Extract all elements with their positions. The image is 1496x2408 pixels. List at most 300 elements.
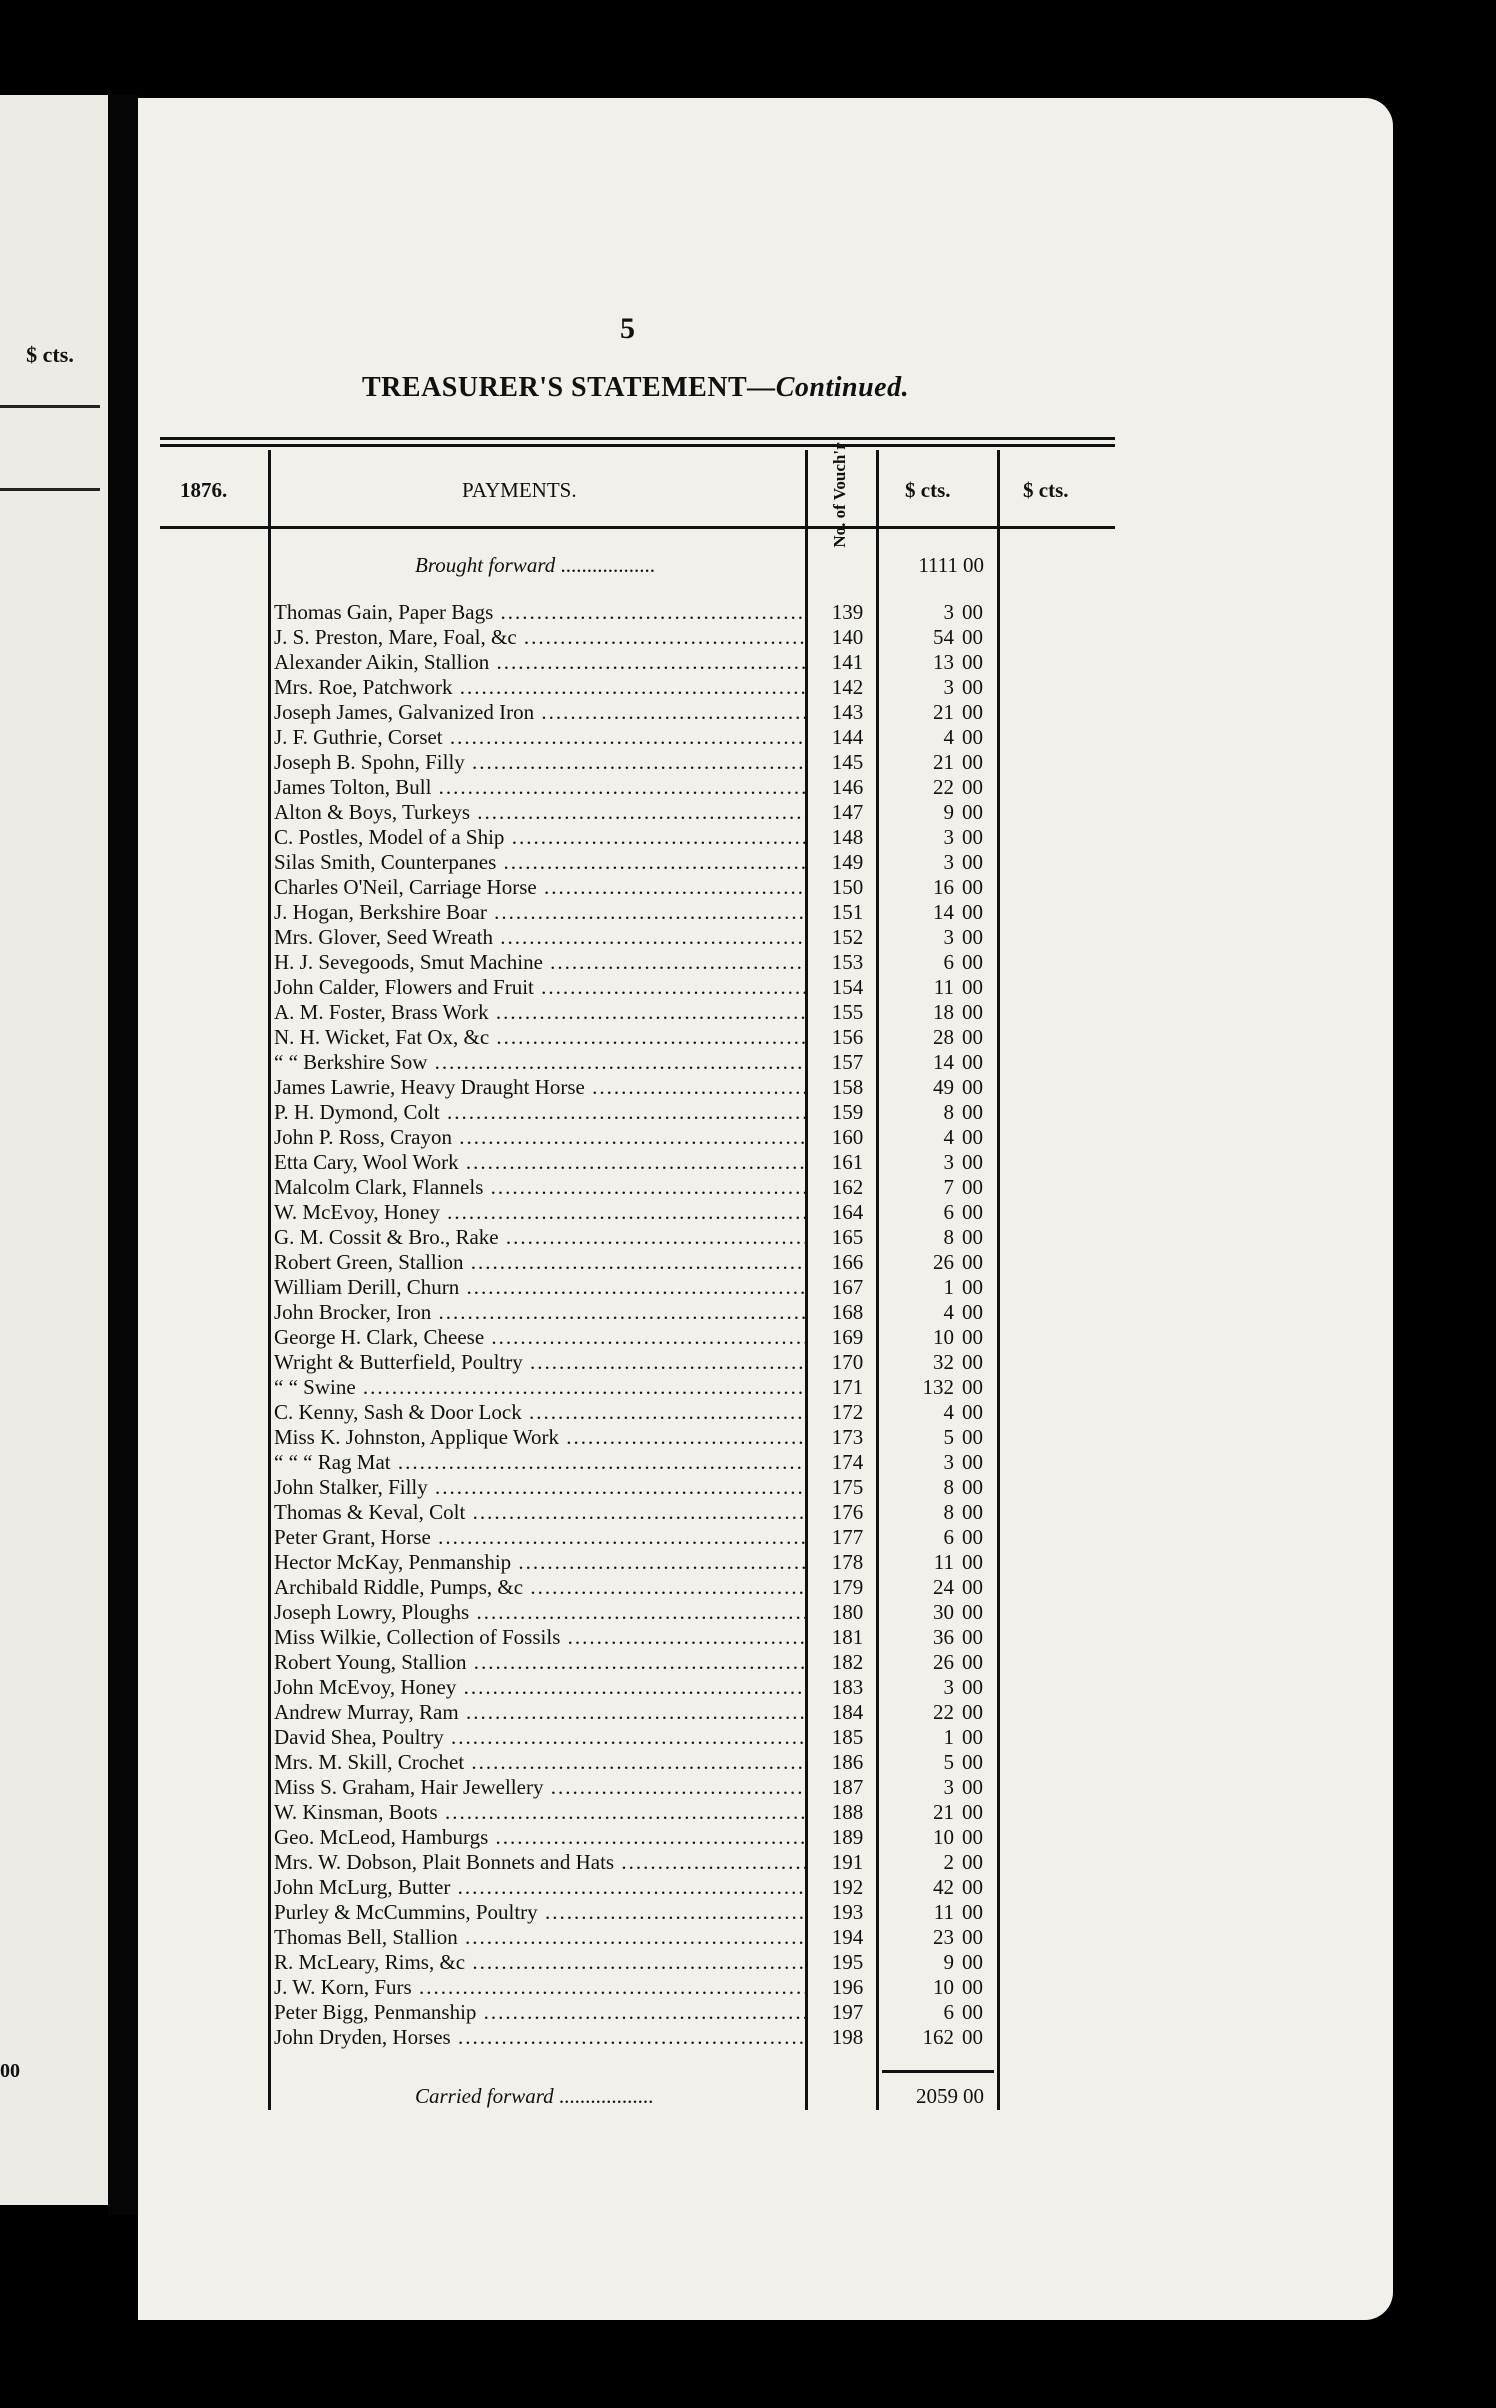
table-row xyxy=(272,1650,1012,1675)
amount-dollars: 11 xyxy=(933,1550,954,1574)
amount-dollars: 3 xyxy=(943,825,954,849)
amount-cents: 00 xyxy=(962,1950,983,1974)
amount-dollars: 49 xyxy=(933,1075,954,1099)
voucher-number: 155 xyxy=(831,1000,864,1024)
table-row xyxy=(272,1675,1012,1700)
payment-description: John Calder, Flowers and Fruit ..... xyxy=(274,975,806,1000)
amount-dollars: 28 xyxy=(933,1025,954,1049)
payment-description: John Dryden, Horses ..... xyxy=(274,2025,806,2050)
amount-cents: 00 xyxy=(962,925,983,949)
voucher-number: 150 xyxy=(831,875,864,899)
payment-description: Robert Green, Stallion ..... xyxy=(274,1250,806,1275)
payments-list xyxy=(272,600,1012,2050)
voucher-number: 141 xyxy=(831,650,864,674)
amount-cents: 00 xyxy=(962,1375,983,1399)
amount-dollars: 21 xyxy=(933,700,954,724)
payment-description: H. J. Sevegoods, Smut Machine ..... xyxy=(274,950,806,975)
amount-dollars: 132 xyxy=(922,1375,954,1399)
table-row xyxy=(272,825,1012,850)
table-row xyxy=(272,1525,1012,1550)
table-row xyxy=(272,1425,1012,1450)
amount-cents: 00 xyxy=(962,1525,983,1549)
table-row xyxy=(272,1475,1012,1500)
carried-forward-label: Carried forward .................. xyxy=(415,2084,654,2108)
page-title xyxy=(362,372,909,404)
payment-description: J. W. Korn, Furs ..... xyxy=(274,1975,806,2000)
table-top-rule-2 xyxy=(160,444,1115,447)
payment-description: John P. Ross, Crayon ..... xyxy=(274,1125,806,1150)
voucher-number: 192 xyxy=(831,1875,864,1899)
table-row xyxy=(272,650,1012,675)
voucher-number: 182 xyxy=(831,1650,864,1674)
table-row xyxy=(272,900,1012,925)
voucher-number: 164 xyxy=(831,1200,864,1224)
voucher-number: 194 xyxy=(831,1925,864,1949)
amount-dollars: 3 xyxy=(943,850,954,874)
payment-description: Mrs. M. Skill, Crochet ..... xyxy=(274,1750,806,1775)
table-row xyxy=(272,1625,1012,1650)
amount-cents: 00 xyxy=(962,775,983,799)
payment-description: G. M. Cossit & Bro., Rake ..... xyxy=(274,1225,806,1250)
page-number: 5 xyxy=(620,312,635,345)
voucher-number: 144 xyxy=(831,725,864,749)
total-rule xyxy=(882,2070,994,2073)
payment-description: Peter Bigg, Penmanship ..... xyxy=(274,2000,806,2025)
amount-dollars: 6 xyxy=(943,2000,954,2024)
voucher-number: 180 xyxy=(831,1600,864,1624)
amount-cents: 00 xyxy=(962,1825,983,1849)
amount-dollars: 54 xyxy=(933,625,954,649)
table-row xyxy=(272,1125,1012,1150)
dollars-header-2: $ cts. xyxy=(1023,478,1069,502)
amount-dollars: 10 xyxy=(933,1825,954,1849)
voucher-number: 189 xyxy=(831,1825,864,1849)
voucher-number: 174 xyxy=(831,1450,864,1474)
table-row xyxy=(272,1500,1012,1525)
voucher-number: 160 xyxy=(831,1125,864,1149)
amount-cents: 00 xyxy=(962,1050,983,1074)
voucher-number: 186 xyxy=(831,1750,864,1774)
payment-description: C. Kenny, Sash & Door Lock ..... xyxy=(274,1400,806,1425)
voucher-number: 146 xyxy=(831,775,864,799)
amount-dollars: 23 xyxy=(933,1925,954,1949)
title-suffix: —Continued. xyxy=(747,372,910,403)
year-column-rule xyxy=(268,450,271,2110)
payment-description: George H. Clark, Cheese ..... xyxy=(274,1325,806,1350)
payment-description: Etta Cary, Wool Work ..... xyxy=(274,1150,806,1175)
amount-dollars: 18 xyxy=(933,1000,954,1024)
amount-dollars: 24 xyxy=(933,1575,954,1599)
table-row xyxy=(272,1350,1012,1375)
amount-dollars: 3 xyxy=(943,1450,954,1474)
amount-dollars: 4 xyxy=(943,1300,954,1324)
amount-cents: 00 xyxy=(962,825,983,849)
table-row xyxy=(272,1450,1012,1475)
amount-cents: 00 xyxy=(962,1725,983,1749)
amount-cents: 00 xyxy=(962,1325,983,1349)
payment-description: Alexander Aikin, Stallion ..... xyxy=(274,650,806,675)
payment-description: Mrs. Roe, Patchwork ..... xyxy=(274,675,806,700)
payment-description: Peter Grant, Horse ..... xyxy=(274,1525,806,1550)
voucher-number: 154 xyxy=(831,975,864,999)
payment-description: Mrs. Glover, Seed Wreath ..... xyxy=(274,925,806,950)
table-row xyxy=(272,1375,1012,1400)
voucher-header: No. of Vouch'r xyxy=(830,442,849,548)
voucher-number: 166 xyxy=(831,1250,864,1274)
amount-cents: 00 xyxy=(962,1575,983,1599)
payment-description: Miss Wilkie, Collection of Fossils ..... xyxy=(274,1625,806,1650)
table-row xyxy=(272,750,1012,775)
table-row xyxy=(272,1325,1012,1350)
voucher-number: 168 xyxy=(831,1300,864,1324)
voucher-number: 181 xyxy=(831,1625,864,1649)
payment-description: “ “ Swine ..... xyxy=(274,1375,806,1400)
voucher-number: 151 xyxy=(831,900,864,924)
voucher-number: 162 xyxy=(831,1175,864,1199)
payment-description: David Shea, Poultry ..... xyxy=(274,1725,806,1750)
table-row xyxy=(272,850,1012,875)
amount-cents: 00 xyxy=(962,1925,983,1949)
amount-cents: 00 xyxy=(962,1275,983,1299)
payment-description: Thomas Gain, Paper Bags ..... xyxy=(274,600,806,625)
voucher-number: 197 xyxy=(831,2000,864,2024)
facing-page xyxy=(0,95,110,2205)
payment-description: W. McEvoy, Honey ..... xyxy=(274,1200,806,1225)
voucher-number: 191 xyxy=(831,1850,864,1874)
voucher-number: 173 xyxy=(831,1425,864,1449)
payment-description: Alton & Boys, Turkeys ..... xyxy=(274,800,806,825)
payment-description: Purley & McCummins, Poultry ..... xyxy=(274,1900,806,1925)
amount-dollars: 8 xyxy=(943,1100,954,1124)
voucher-number: 148 xyxy=(831,825,864,849)
table-row xyxy=(272,1600,1012,1625)
table-row xyxy=(272,1225,1012,1250)
payment-description: Archibald Riddle, Pumps, &c ..... xyxy=(274,1575,806,1600)
amount-dollars: 4 xyxy=(943,1400,954,1424)
payment-description: John Brocker, Iron ..... xyxy=(274,1300,806,1325)
amount-dollars: 22 xyxy=(933,1700,954,1724)
payment-description: Wright & Butterfield, Poultry ..... xyxy=(274,1350,806,1375)
table-row xyxy=(272,1750,1012,1775)
amount-cents: 00 xyxy=(962,1250,983,1274)
table-row xyxy=(272,1925,1012,1950)
amount-cents: 00 xyxy=(962,650,983,674)
amount-dollars: 3 xyxy=(943,1150,954,1174)
amount-cents: 00 xyxy=(962,1675,983,1699)
payment-description: Geo. McLeod, Hamburgs ..... xyxy=(274,1825,806,1850)
amount-dollars: 9 xyxy=(943,1950,954,1974)
table-row xyxy=(272,1075,1012,1100)
payment-description: John Stalker, Filly ..... xyxy=(274,1475,806,1500)
voucher-number: 187 xyxy=(831,1775,864,1799)
amount-cents: 00 xyxy=(962,725,983,749)
voucher-number: 143 xyxy=(831,700,864,724)
table-row xyxy=(272,975,1012,1000)
amount-dollars: 4 xyxy=(943,725,954,749)
table-row xyxy=(272,1825,1012,1850)
payment-description: Robert Young, Stallion ..... xyxy=(274,1650,806,1675)
payment-description: P. H. Dymond, Colt ..... xyxy=(274,1100,806,1125)
payment-description: Mrs. W. Dobson, Plait Bonnets and Hats ..... xyxy=(274,1850,806,1875)
amount-dollars: 3 xyxy=(943,925,954,949)
table-row xyxy=(272,875,1012,900)
amount-cents: 00 xyxy=(962,975,983,999)
payment-description: Charles O'Neil, Carriage Horse ..... xyxy=(274,875,806,900)
voucher-number: 179 xyxy=(831,1575,864,1599)
voucher-number: 185 xyxy=(831,1725,864,1749)
voucher-number: 156 xyxy=(831,1025,864,1049)
amount-dollars: 3 xyxy=(943,600,954,624)
amount-dollars: 6 xyxy=(943,1525,954,1549)
table-row xyxy=(272,1875,1012,1900)
amount-cents: 00 xyxy=(962,1000,983,1024)
amount-dollars: 162 xyxy=(922,2025,954,2049)
amount-cents: 00 xyxy=(962,625,983,649)
facing-page-rule xyxy=(0,488,100,491)
amount-dollars: 7 xyxy=(943,1175,954,1199)
amount-cents: 00 xyxy=(962,1750,983,1774)
table-row xyxy=(272,1800,1012,1825)
amount-dollars: 8 xyxy=(943,1225,954,1249)
table-row xyxy=(272,1050,1012,1075)
voucher-number: 159 xyxy=(831,1100,864,1124)
amount-cents: 00 xyxy=(962,1550,983,1574)
brought-forward-cents: 00 xyxy=(963,553,984,577)
facing-page-rule xyxy=(0,405,100,408)
amount-dollars: 1 xyxy=(943,1725,954,1749)
amount-cents: 00 xyxy=(962,1650,983,1674)
voucher-number: 142 xyxy=(831,675,864,699)
amount-cents: 00 xyxy=(962,1425,983,1449)
amount-cents: 00 xyxy=(962,1175,983,1199)
payment-description: J. Hogan, Berkshire Boar ..... xyxy=(274,900,806,925)
amount-cents: 00 xyxy=(962,600,983,624)
voucher-number: 161 xyxy=(831,1150,864,1174)
table-row xyxy=(272,1100,1012,1125)
payment-description: John McLurg, Butter ..... xyxy=(274,1875,806,1900)
amount-cents: 00 xyxy=(962,850,983,874)
carried-forward-dollars: 2059 xyxy=(916,2084,958,2108)
payment-description: C. Postles, Model of a Ship ..... xyxy=(274,825,806,850)
amount-cents: 00 xyxy=(962,1200,983,1224)
payment-description: Silas Smith, Counterpanes ..... xyxy=(274,850,806,875)
voucher-number: 172 xyxy=(831,1400,864,1424)
amount-cents: 00 xyxy=(962,1400,983,1424)
payment-description: J. S. Preston, Mare, Foal, &c ..... xyxy=(274,625,806,650)
amount-dollars: 3 xyxy=(943,675,954,699)
voucher-number: 169 xyxy=(831,1325,864,1349)
dollars-header: $ cts. xyxy=(905,478,951,502)
amount-cents: 00 xyxy=(962,1875,983,1899)
amount-dollars: 14 xyxy=(933,1050,954,1074)
amount-cents: 00 xyxy=(962,1775,983,1799)
voucher-number: 178 xyxy=(831,1550,864,1574)
voucher-number: 149 xyxy=(831,850,864,874)
payment-description: William Derill, Churn ..... xyxy=(274,1275,806,1300)
amount-dollars: 3 xyxy=(943,1675,954,1699)
voucher-number: 170 xyxy=(831,1350,864,1374)
table-row xyxy=(272,1975,1012,2000)
payment-description: Thomas & Keval, Colt ..... xyxy=(274,1500,806,1525)
table-row xyxy=(272,600,1012,625)
amount-dollars: 8 xyxy=(943,1500,954,1524)
payment-description: “ “ “ Rag Mat ..... xyxy=(274,1450,806,1475)
voucher-number: 152 xyxy=(831,925,864,949)
payment-description: Miss K. Johnston, Applique Work ..... xyxy=(274,1425,806,1450)
voucher-number: 139 xyxy=(831,600,864,624)
amount-cents: 00 xyxy=(962,1075,983,1099)
amount-dollars: 10 xyxy=(933,1325,954,1349)
carried-forward-cents: 00 xyxy=(963,2084,984,2108)
payment-description: Hector McKay, Penmanship ..... xyxy=(274,1550,806,1575)
voucher-number: 195 xyxy=(831,1950,864,1974)
amount-dollars: 4 xyxy=(943,1125,954,1149)
amount-cents: 00 xyxy=(962,1900,983,1924)
table-row xyxy=(272,1025,1012,1050)
facing-page-total: 00 xyxy=(0,2060,20,2082)
amount-cents: 00 xyxy=(962,950,983,974)
table-row xyxy=(272,1775,1012,1800)
amount-dollars: 32 xyxy=(933,1350,954,1374)
voucher-number: 145 xyxy=(831,750,864,774)
payment-description: J. F. Guthrie, Corset ..... xyxy=(274,725,806,750)
year-header: 1876. xyxy=(180,478,228,502)
payment-description: Joseph Lowry, Ploughs ..... xyxy=(274,1600,806,1625)
table-row xyxy=(272,800,1012,825)
voucher-number: 140 xyxy=(831,625,864,649)
amount-dollars: 8 xyxy=(943,1475,954,1499)
amount-cents: 00 xyxy=(962,675,983,699)
brought-forward-dollars: 1111 xyxy=(918,553,958,577)
amount-cents: 00 xyxy=(962,750,983,774)
amount-cents: 00 xyxy=(962,2025,983,2049)
amount-dollars: 5 xyxy=(943,1425,954,1449)
amount-dollars: 21 xyxy=(933,750,954,774)
header-bottom-rule xyxy=(160,526,1115,529)
amount-dollars: 3 xyxy=(943,1775,954,1799)
amount-cents: 00 xyxy=(962,1350,983,1374)
table-row xyxy=(272,775,1012,800)
table-row xyxy=(272,725,1012,750)
amount-cents: 00 xyxy=(962,1025,983,1049)
amount-dollars: 6 xyxy=(943,950,954,974)
payment-description: R. McLeary, Rims, &c ..... xyxy=(274,1950,806,1975)
payment-description: Thomas Bell, Stallion ..... xyxy=(274,1925,806,1950)
table-row xyxy=(272,1550,1012,1575)
amount-cents: 00 xyxy=(962,900,983,924)
table-row xyxy=(272,925,1012,950)
amount-cents: 00 xyxy=(962,800,983,824)
amount-cents: 00 xyxy=(962,1850,983,1874)
voucher-number: 171 xyxy=(831,1375,864,1399)
facing-page-header: $ cts. xyxy=(26,342,74,367)
amount-cents: 00 xyxy=(962,1600,983,1624)
amount-dollars: 5 xyxy=(943,1750,954,1774)
table-row xyxy=(272,1575,1012,1600)
table-row xyxy=(272,1200,1012,1225)
amount-dollars: 22 xyxy=(933,775,954,799)
amount-dollars: 26 xyxy=(933,1650,954,1674)
payment-description: James Tolton, Bull ..... xyxy=(274,775,806,800)
voucher-number: 147 xyxy=(831,800,864,824)
amount-cents: 00 xyxy=(962,1500,983,1524)
payment-description: Malcolm Clark, Flannels ..... xyxy=(274,1175,806,1200)
amount-dollars: 36 xyxy=(933,1625,954,1649)
table-row xyxy=(272,1400,1012,1425)
amount-dollars: 26 xyxy=(933,1250,954,1274)
amount-cents: 00 xyxy=(962,1700,983,1724)
table-row xyxy=(272,2025,1012,2050)
voucher-number: 158 xyxy=(831,1075,864,1099)
payment-description: Andrew Murray, Ram ..... xyxy=(274,1700,806,1725)
payment-description: Joseph James, Galvanized Iron ..... xyxy=(274,700,806,725)
payments-header: PAYMENTS. xyxy=(462,478,577,502)
amount-cents: 00 xyxy=(962,1450,983,1474)
payment-description: John McEvoy, Honey ..... xyxy=(274,1675,806,1700)
payment-description: W. Kinsman, Boots ..... xyxy=(274,1800,806,1825)
table-top-rule xyxy=(160,437,1115,440)
voucher-number: 188 xyxy=(831,1800,864,1824)
amount-dollars: 9 xyxy=(943,800,954,824)
amount-dollars: 11 xyxy=(933,1900,954,1924)
amount-cents: 00 xyxy=(962,1625,983,1649)
voucher-number: 153 xyxy=(831,950,864,974)
payment-description: James Lawrie, Heavy Draught Horse ..... xyxy=(274,1075,806,1100)
table-row xyxy=(272,625,1012,650)
payment-description: “ “ Berkshire Sow ..... xyxy=(274,1050,806,1075)
table-row xyxy=(272,1725,1012,1750)
voucher-number: 175 xyxy=(831,1475,864,1499)
amount-dollars: 30 xyxy=(933,1600,954,1624)
amount-cents: 00 xyxy=(962,1475,983,1499)
book-spine xyxy=(108,95,140,2215)
table-row xyxy=(272,1150,1012,1175)
voucher-number: 198 xyxy=(831,2025,864,2049)
amount-cents: 00 xyxy=(962,1125,983,1149)
amount-cents: 00 xyxy=(962,875,983,899)
amount-cents: 00 xyxy=(962,1100,983,1124)
amount-cents: 00 xyxy=(962,2000,983,2024)
voucher-number: 196 xyxy=(831,1975,864,1999)
amount-cents: 00 xyxy=(962,1225,983,1249)
table-row xyxy=(272,1175,1012,1200)
amount-dollars: 42 xyxy=(933,1875,954,1899)
table-row xyxy=(272,1250,1012,1275)
payment-description: Joseph B. Spohn, Filly ..... xyxy=(274,750,806,775)
amount-cents: 00 xyxy=(962,1150,983,1174)
voucher-number: 183 xyxy=(831,1675,864,1699)
voucher-number: 165 xyxy=(831,1225,864,1249)
amount-dollars: 13 xyxy=(933,650,954,674)
amount-dollars: 10 xyxy=(933,1975,954,1999)
voucher-number: 157 xyxy=(831,1050,864,1074)
amount-dollars: 6 xyxy=(943,1200,954,1224)
table-row xyxy=(272,1275,1012,1300)
table-row xyxy=(272,1950,1012,1975)
table-row xyxy=(272,1850,1012,1875)
amount-cents: 00 xyxy=(962,700,983,724)
amount-dollars: 1 xyxy=(943,1275,954,1299)
brought-forward-label: Brought forward .................. xyxy=(415,553,655,577)
amount-dollars: 14 xyxy=(933,900,954,924)
payment-description: A. M. Foster, Brass Work ..... xyxy=(274,1000,806,1025)
amount-cents: 00 xyxy=(962,1975,983,1999)
table-row xyxy=(272,1900,1012,1925)
amount-dollars: 2 xyxy=(943,1850,954,1874)
payment-description: N. H. Wicket, Fat Ox, &c ..... xyxy=(274,1025,806,1050)
title-main: TREASURER'S STATEMENT xyxy=(362,372,748,403)
amount-cents: 00 xyxy=(962,1300,983,1324)
